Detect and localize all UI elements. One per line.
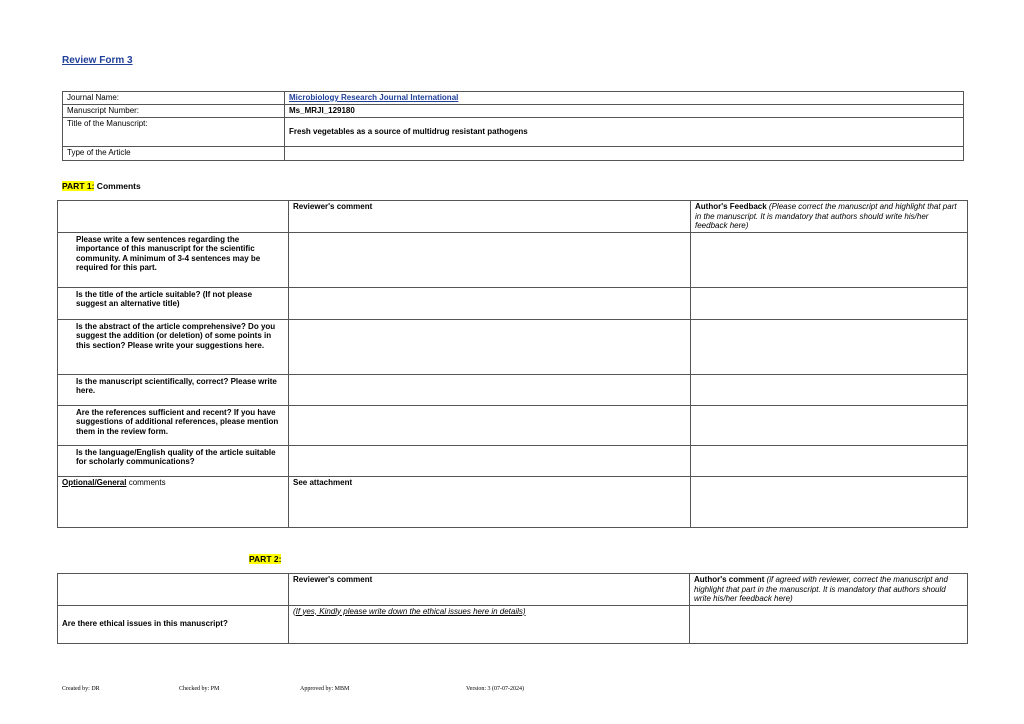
part2-author-header: Author's comment (if agreed with reviewer, correct the manuscript and highlight that part in the manuscript. It is mandatory that authors should write his/her feedback here) bbox=[690, 574, 968, 606]
manuscript-title-value: Fresh vegetables as a source of multidrug resistant pathogens bbox=[285, 118, 964, 147]
question-title: Is the title of the article suitable? (If not please suggest an alternative title) bbox=[58, 287, 289, 319]
author-feedback-cell[interactable] bbox=[691, 374, 968, 405]
author-feedback-cell[interactable] bbox=[691, 405, 968, 445]
author-feedback-cell[interactable] bbox=[691, 319, 968, 374]
form-title: Review Form 3 bbox=[62, 55, 133, 66]
part1-label-rest: Comments bbox=[94, 181, 141, 191]
part1-reviewer-header: Reviewer's comment bbox=[289, 201, 691, 233]
manuscript-number-value: Ms_MRJI_129180 bbox=[285, 105, 964, 118]
manuscript-number-label: Manuscript Number: bbox=[63, 105, 285, 118]
reviewer-comment-cell[interactable] bbox=[289, 287, 691, 319]
footer-created: Created by: DR bbox=[62, 686, 100, 692]
footer-version: Version: 3 (07-07-2024) bbox=[466, 686, 524, 692]
manuscript-title-label: Title of the Manuscript: bbox=[63, 118, 285, 147]
article-type-label: Type of the Article bbox=[63, 147, 285, 161]
optional-reviewer-comment[interactable]: See attachment bbox=[289, 476, 691, 527]
footer-checked: Checked by: PM bbox=[179, 686, 220, 692]
question-importance: Please write a few sentences regarding the importance of this manuscript for the scientific community. A minimum of 3-4 sentences may be required for this part. bbox=[58, 232, 289, 287]
question-language: Is the language/English quality of the article suitable for scholarly communications? bbox=[58, 445, 289, 476]
question-scientific: Is the manuscript scientifically, correct? Please write here. bbox=[58, 374, 289, 405]
author-feedback-cell[interactable] bbox=[691, 476, 968, 527]
reviewer-comment-cell[interactable] bbox=[289, 319, 691, 374]
reviewer-comment-cell[interactable] bbox=[289, 445, 691, 476]
part1-label-highlight: PART 1: bbox=[62, 181, 95, 191]
ethical-author-cell[interactable] bbox=[690, 605, 968, 643]
question-references: Are the references sufficient and recent? If you have suggestions of additional references, please mention them in the review form. bbox=[58, 405, 289, 445]
part1-author-header: Author's Feedback (Please correct the manuscript and highlight that part in the manuscript. It is mandatory that authors should write his/her feedback here) bbox=[691, 201, 968, 233]
question-abstract: Is the abstract of the article comprehensive? Do you suggest the addition (or deletion) of some points in this section? Please write your suggestions here. bbox=[58, 319, 289, 374]
reviewer-comment-cell[interactable] bbox=[289, 405, 691, 445]
author-feedback-cell[interactable] bbox=[691, 287, 968, 319]
article-type-value[interactable] bbox=[285, 147, 964, 161]
part2-reviewer-header: Reviewer's comment bbox=[289, 574, 690, 606]
ethical-reviewer-cell[interactable] bbox=[289, 605, 690, 643]
author-feedback-cell[interactable] bbox=[691, 232, 968, 287]
ethical-reviewer-hint: (If yes, Kindly please write down the ethical issues here in details) bbox=[293, 606, 526, 616]
manuscript-info-table bbox=[62, 91, 964, 161]
journal-name-link[interactable]: Microbiology Research Journal International bbox=[289, 93, 459, 102]
journal-name-label: Journal Name: bbox=[63, 92, 285, 105]
reviewer-comment-cell[interactable] bbox=[289, 374, 691, 405]
part2-label: PART 2: bbox=[249, 554, 282, 564]
footer-approved: Approved by: MBM bbox=[300, 686, 350, 692]
part1-label bbox=[62, 181, 141, 191]
question-ethical: Are there ethical issues in this manuscript? bbox=[58, 605, 289, 643]
author-feedback-cell[interactable] bbox=[691, 445, 968, 476]
part2-ethics-table bbox=[57, 573, 968, 644]
part1-comments-table bbox=[57, 200, 968, 528]
optional-general-label: Optional/General comments bbox=[58, 476, 289, 527]
reviewer-comment-cell[interactable] bbox=[289, 232, 691, 287]
